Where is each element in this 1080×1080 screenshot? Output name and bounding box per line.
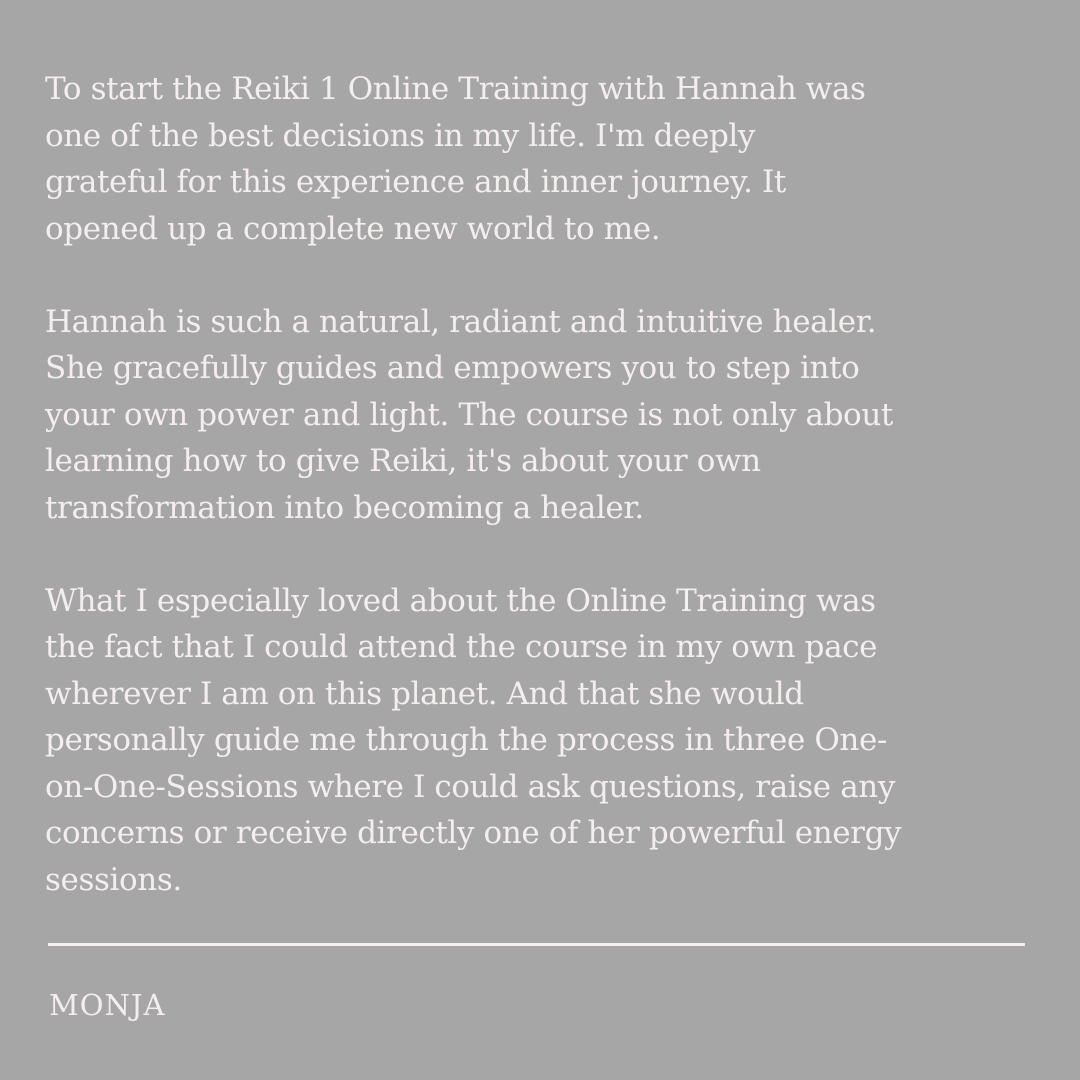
testimonial-line: concerns or receive directly one of her powerful energy	[45, 815, 902, 851]
testimonial-line: To start the Reiki 1 Online Training with Hannah was	[45, 71, 866, 107]
testimonial-line: opened up a complete new world to me.	[45, 210, 661, 247]
testimonial-line: wherever I am on this planet. And that she would	[45, 675, 804, 712]
testimonial-paragraph-3	[45, 578, 995, 904]
testimonial-text	[45, 66, 995, 903]
testimonial-line: the fact that I could attend the course in my own pace	[45, 629, 878, 665]
testimonial-line: grateful for this experience and inner journey. It	[45, 164, 786, 200]
testimonial-line: your own power and light. The course is not only about	[45, 396, 893, 433]
testimonial-line: Hannah is such a natural, radiant and intuitive healer.	[45, 303, 877, 340]
testimonial-line: one of the best decisions in my life. I'm deeply	[45, 117, 756, 154]
testimonial-paragraph-1	[45, 66, 995, 252]
testimonial-line: sessions.	[45, 861, 182, 898]
testimonial-line: She gracefully guides and empowers you to step into	[45, 350, 860, 386]
testimonial-line: on-One-Sessions where I could ask questions, raise any	[45, 768, 895, 805]
testimonial-line: What I especially loved about the Online Training was	[45, 582, 876, 619]
divider-line	[48, 943, 1025, 946]
author-name: MONJA	[49, 988, 166, 1022]
testimonial-line: transformation into becoming a healer.	[45, 489, 644, 526]
testimonial-paragraph-2	[45, 299, 995, 532]
testimonial-line: personally guide me through the process in three One-	[45, 722, 887, 758]
testimonial-line: learning how to give Reiki, it's about your own	[45, 443, 761, 479]
